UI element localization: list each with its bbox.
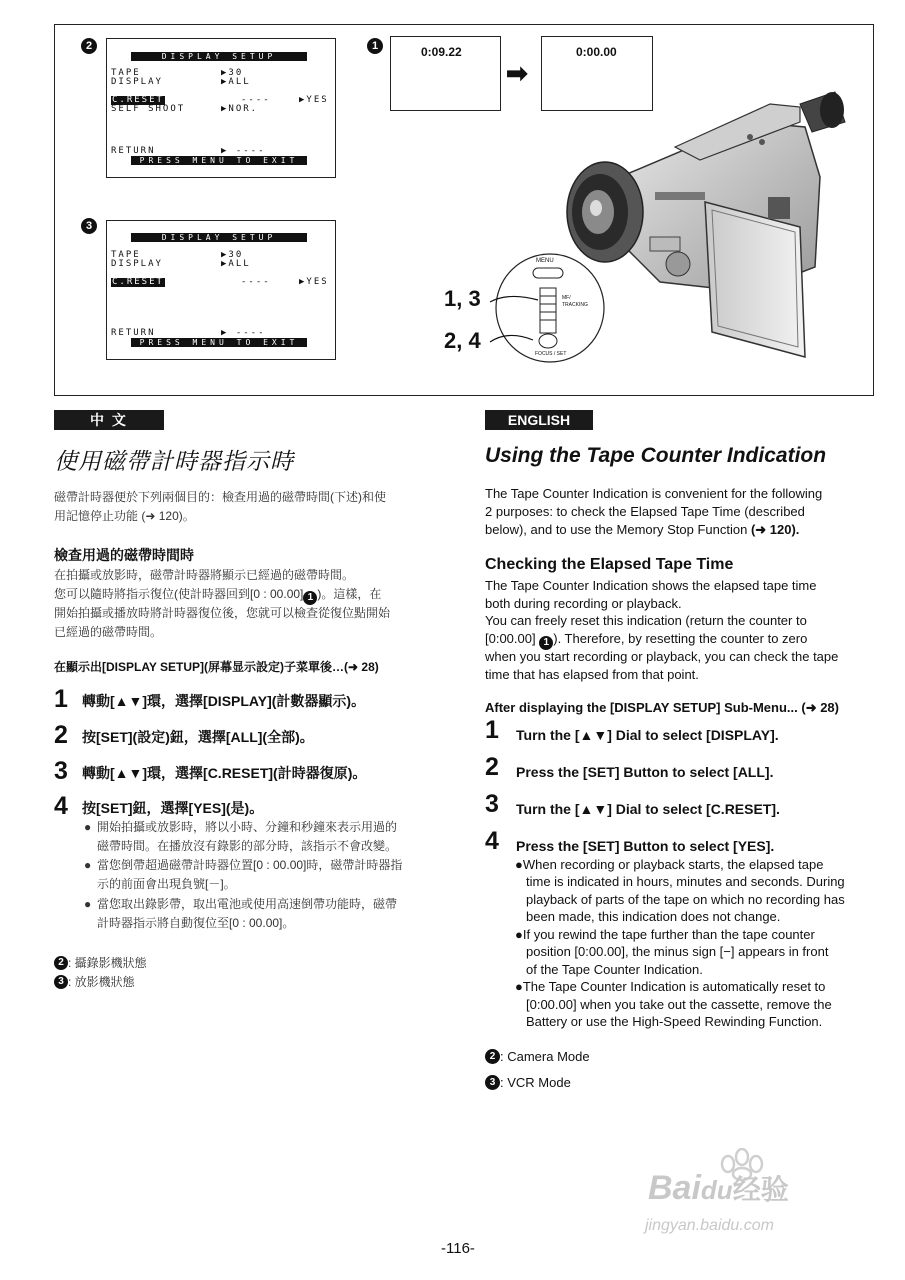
menu-line-display: DISPLAY — [111, 77, 163, 87]
watermark-brand-b: du — [700, 1175, 733, 1205]
english-bullet-line: ●When recording or playback starts, the elapsed tape — [515, 857, 824, 872]
menu-value-display: ▶ALL — [221, 77, 251, 87]
chinese-page-title: 使用磁帶計時器指示時 — [54, 448, 294, 474]
english-step-text: Press the [SET] Button to select [ALL]. — [516, 764, 774, 780]
menu-line-selfshoot: SELF SHOOT — [111, 104, 186, 114]
chinese-intro-line2: 用記憶停止功能 (➜ 120)。 — [54, 509, 195, 523]
chinese-step-text: 按[SET]鈕，選擇[YES](是)。 — [82, 800, 264, 816]
screen-bottom-bar: PRESS MENU TO EXIT — [131, 156, 307, 165]
chinese-step-number: 3 — [54, 757, 68, 785]
menu-dash-creset: ---- — [241, 277, 271, 287]
english-para-line4-text: [0:00.00] — [485, 631, 536, 646]
chinese-para-line4: 已經過的磁帶時間。 — [54, 625, 163, 639]
chinese-bullet-line: 示的前面會出現負號[－]。 — [97, 877, 236, 891]
screen-title: DISPLAY SETUP — [131, 52, 307, 61]
english-intro-ref: (➜ 120). — [750, 522, 800, 537]
badge-vcr-mode: 3 — [81, 218, 97, 234]
english-bullet-line: playback of parts of the tape on which no recording has — [526, 892, 845, 907]
dial-label-tracking: TRACKING — [562, 302, 588, 308]
menu-line-return: RETURN — [111, 328, 156, 338]
english-step-number: 2 — [485, 753, 499, 781]
legend-badge-3: 3 — [54, 975, 68, 989]
chinese-section-heading: 檢查用過的磁帶時間時 — [54, 547, 194, 563]
english-bullet-line: Battery or use the High-Speed Rewinding Function. — [526, 1014, 823, 1029]
pointer-lines-icon — [488, 280, 548, 350]
english-para-line4 — [485, 630, 807, 650]
legend-text: : 攝錄影機狀態 — [68, 956, 147, 970]
english-sub-instruction: After displaying the [DISPLAY SETUP] Sub-Menu... (➜ 28) — [485, 700, 839, 715]
chinese-bullet-dot: ● — [84, 820, 92, 834]
english-step-number: 3 — [485, 790, 499, 818]
chinese-step-text: 轉動[▲▼]環，選擇[C.RESET](計時器復原)。 — [82, 765, 367, 781]
english-step-text: Turn the [▲▼] Dial to select [DISPLAY]. — [516, 727, 779, 743]
english-para-line6: time that has elapsed from that point. — [485, 667, 699, 682]
dial-label-mf: MF/ — [562, 295, 571, 301]
chinese-step-text: 轉動[▲▼]環，選擇[DISPLAY](計數器顯示)。 — [82, 693, 366, 709]
legend-text: : 放影機狀態 — [68, 975, 135, 989]
chinese-intro-line1: 磁帶計時器便於下列兩個目的：檢查用過的磁帶時間(下述)和使 — [54, 490, 386, 504]
chinese-sub-instruction: 在顯示出[DISPLAY SETUP](屏幕显示設定)子菜單後…(➜ 28) — [54, 660, 379, 674]
chinese-legend-camera — [54, 954, 147, 971]
chinese-bullet-line: 開始拍攝或放影時，將以小時、分鐘和秒鐘來表示用過的 — [97, 820, 398, 834]
menu-button-label: MENU — [536, 258, 554, 264]
display-setup-screen-camera — [106, 38, 336, 178]
english-step-text: Press the [SET] Button to select [YES]. — [516, 838, 775, 854]
english-legend-vcr — [485, 1075, 571, 1090]
chinese-step-number: 4 — [54, 792, 68, 820]
callout-label-2-4: 2, 4 — [444, 328, 481, 353]
menu-value-creset: ▶YES — [299, 95, 329, 105]
english-para-line1: The Tape Counter Indication shows the elapsed tape time — [485, 578, 817, 593]
watermark-brand — [648, 1168, 789, 1208]
menu-value-tape: ▶30 — [221, 250, 244, 260]
callout-label-1-3: 1, 3 — [444, 286, 481, 311]
menu-line-tape: TAPE — [111, 250, 141, 260]
english-bullet-line: ●If you rewind the tape further than the tape counter — [515, 927, 815, 942]
screen-bottom-bar: PRESS MENU TO EXIT — [131, 338, 307, 347]
menu-line-display: DISPLAY — [111, 259, 163, 269]
english-intro-line3 — [485, 521, 799, 539]
legend-text: : Camera Mode — [500, 1049, 590, 1064]
chinese-bullet-dot: ● — [84, 858, 92, 872]
page-number: -116- — [441, 1240, 475, 1257]
menu-value-return: ▶ ---- — [221, 146, 266, 156]
menu-value-creset: ▶YES — [299, 277, 329, 287]
english-intro-line3-text: below), and to use the Memory Stop Function — [485, 522, 748, 537]
right-arrow-icon: ➡ — [506, 58, 528, 88]
english-para-line5: when you start recording or playback, you can check the tape — [485, 649, 839, 664]
chinese-bullet-line: 磁帶時間。在播放沒有錄影的部分時，該指示不會改變。 — [97, 839, 398, 853]
menu-line-tape: TAPE — [111, 68, 141, 78]
counter-after-value: 0:00.00 — [576, 45, 617, 59]
chinese-para-line2-tail: )。這樣，在 — [317, 587, 382, 601]
english-bullet-line: time is indicated in hours, minutes and seconds. During — [526, 874, 845, 889]
inline-badge-1: 1 — [303, 591, 317, 605]
menu-line-return: RETURN — [111, 146, 156, 156]
inline-badge-1: 1 — [539, 636, 553, 650]
chinese-para-line1: 在拍攝或放影時，磁帶計時器將顯示已經過的磁帶時間。 — [54, 568, 355, 582]
chinese-para-line2 — [54, 585, 381, 605]
chinese-step-number: 2 — [54, 721, 68, 749]
english-page-title: Using the Tape Counter Indication — [485, 444, 827, 467]
chinese-section-tab: 中 文 — [54, 410, 164, 430]
screen-title: DISPLAY SETUP — [131, 233, 307, 242]
english-para-line4-tail: ). Therefore, by resetting the counter to zero — [553, 631, 808, 646]
focus-set-label: FOCUS / SET — [535, 351, 567, 357]
menu-dash-creset: ---- — [241, 95, 271, 105]
english-bullet-line: of the Tape Counter Indication. — [526, 962, 703, 977]
menu-value-selfshoot: ▶NOR. — [221, 104, 259, 114]
counter-before-screen — [390, 36, 501, 111]
display-setup-screen-vcr — [106, 220, 336, 360]
english-para-line3: You can freely reset this indication (return the counter to — [485, 613, 807, 628]
english-step-number: 1 — [485, 716, 499, 744]
badge-camera-mode: 2 — [81, 38, 97, 54]
chinese-legend-vcr — [54, 973, 135, 990]
english-step-number: 4 — [485, 827, 499, 855]
english-para-line2: both during recording or playback. — [485, 596, 682, 611]
menu-line-creset: C.RESET — [112, 277, 164, 287]
legend-badge-2: 2 — [54, 956, 68, 970]
english-step-text: Turn the [▲▼] Dial to select [C.RESET]. — [516, 801, 780, 817]
english-bullet-line: position [0:00.00], the minus sign [−] appears in front — [526, 944, 829, 959]
chinese-bullet-line: 當您取出錄影帶，取出電池或使用高速倒帶功能時，磁帶 — [97, 897, 398, 911]
chinese-bullet-dot: ● — [84, 897, 92, 911]
chinese-bullet-line: 當您倒帶超過磁帶計時器位置[0 : 00.00]時，磁帶計時器指 — [97, 858, 403, 872]
legend-badge-3: 3 — [485, 1075, 500, 1090]
menu-value-tape: ▶30 — [221, 68, 244, 78]
watermark-url: jingyan.baidu.com — [645, 1217, 774, 1234]
chinese-para-line3: 開始拍攝或播放時將計時器復位後，您就可以檢查從復位點開始 — [54, 606, 391, 620]
english-bullet-line: been made, this indication does not change. — [526, 909, 781, 924]
menu-value-display: ▶ALL — [221, 259, 251, 269]
english-legend-camera — [485, 1049, 590, 1064]
english-section-tab: ENGLISH — [485, 410, 593, 430]
legend-badge-2: 2 — [485, 1049, 500, 1064]
english-section-heading: Checking the Elapsed Tape Time — [485, 556, 734, 573]
english-intro-line2: 2 purposes: to check the Elapsed Tape Time (described — [485, 504, 805, 519]
chinese-bullet-line: 計時器指示將自動復位至[0 : 00.00]。 — [97, 916, 295, 930]
watermark-brand-a: Bai — [648, 1169, 701, 1207]
menu-line-creset: C.RESET — [112, 95, 164, 105]
watermark-brand-c: 经验 — [732, 1174, 789, 1205]
legend-text: : VCR Mode — [500, 1075, 571, 1090]
menu-value-return: ▶ ---- — [221, 328, 266, 338]
chinese-step-text: 按[SET](設定)鈕，選擇[ALL](全部)。 — [82, 729, 314, 745]
english-intro-line1: The Tape Counter Indication is convenient for the following — [485, 486, 823, 501]
english-bullet-line: [0:00.00] when you take out the cassette, remove the — [526, 997, 832, 1012]
chinese-step-number: 1 — [54, 685, 68, 713]
english-bullet-line: ●The Tape Counter Indication is automatically reset to — [515, 979, 826, 994]
badge-counter-reset: 1 — [367, 38, 383, 54]
chinese-para-line2-text: 您可以隨時將指示復位(使計時器回到[0 : 00.00] — [54, 587, 304, 601]
counter-before-value: 0:09.22 — [421, 45, 462, 59]
